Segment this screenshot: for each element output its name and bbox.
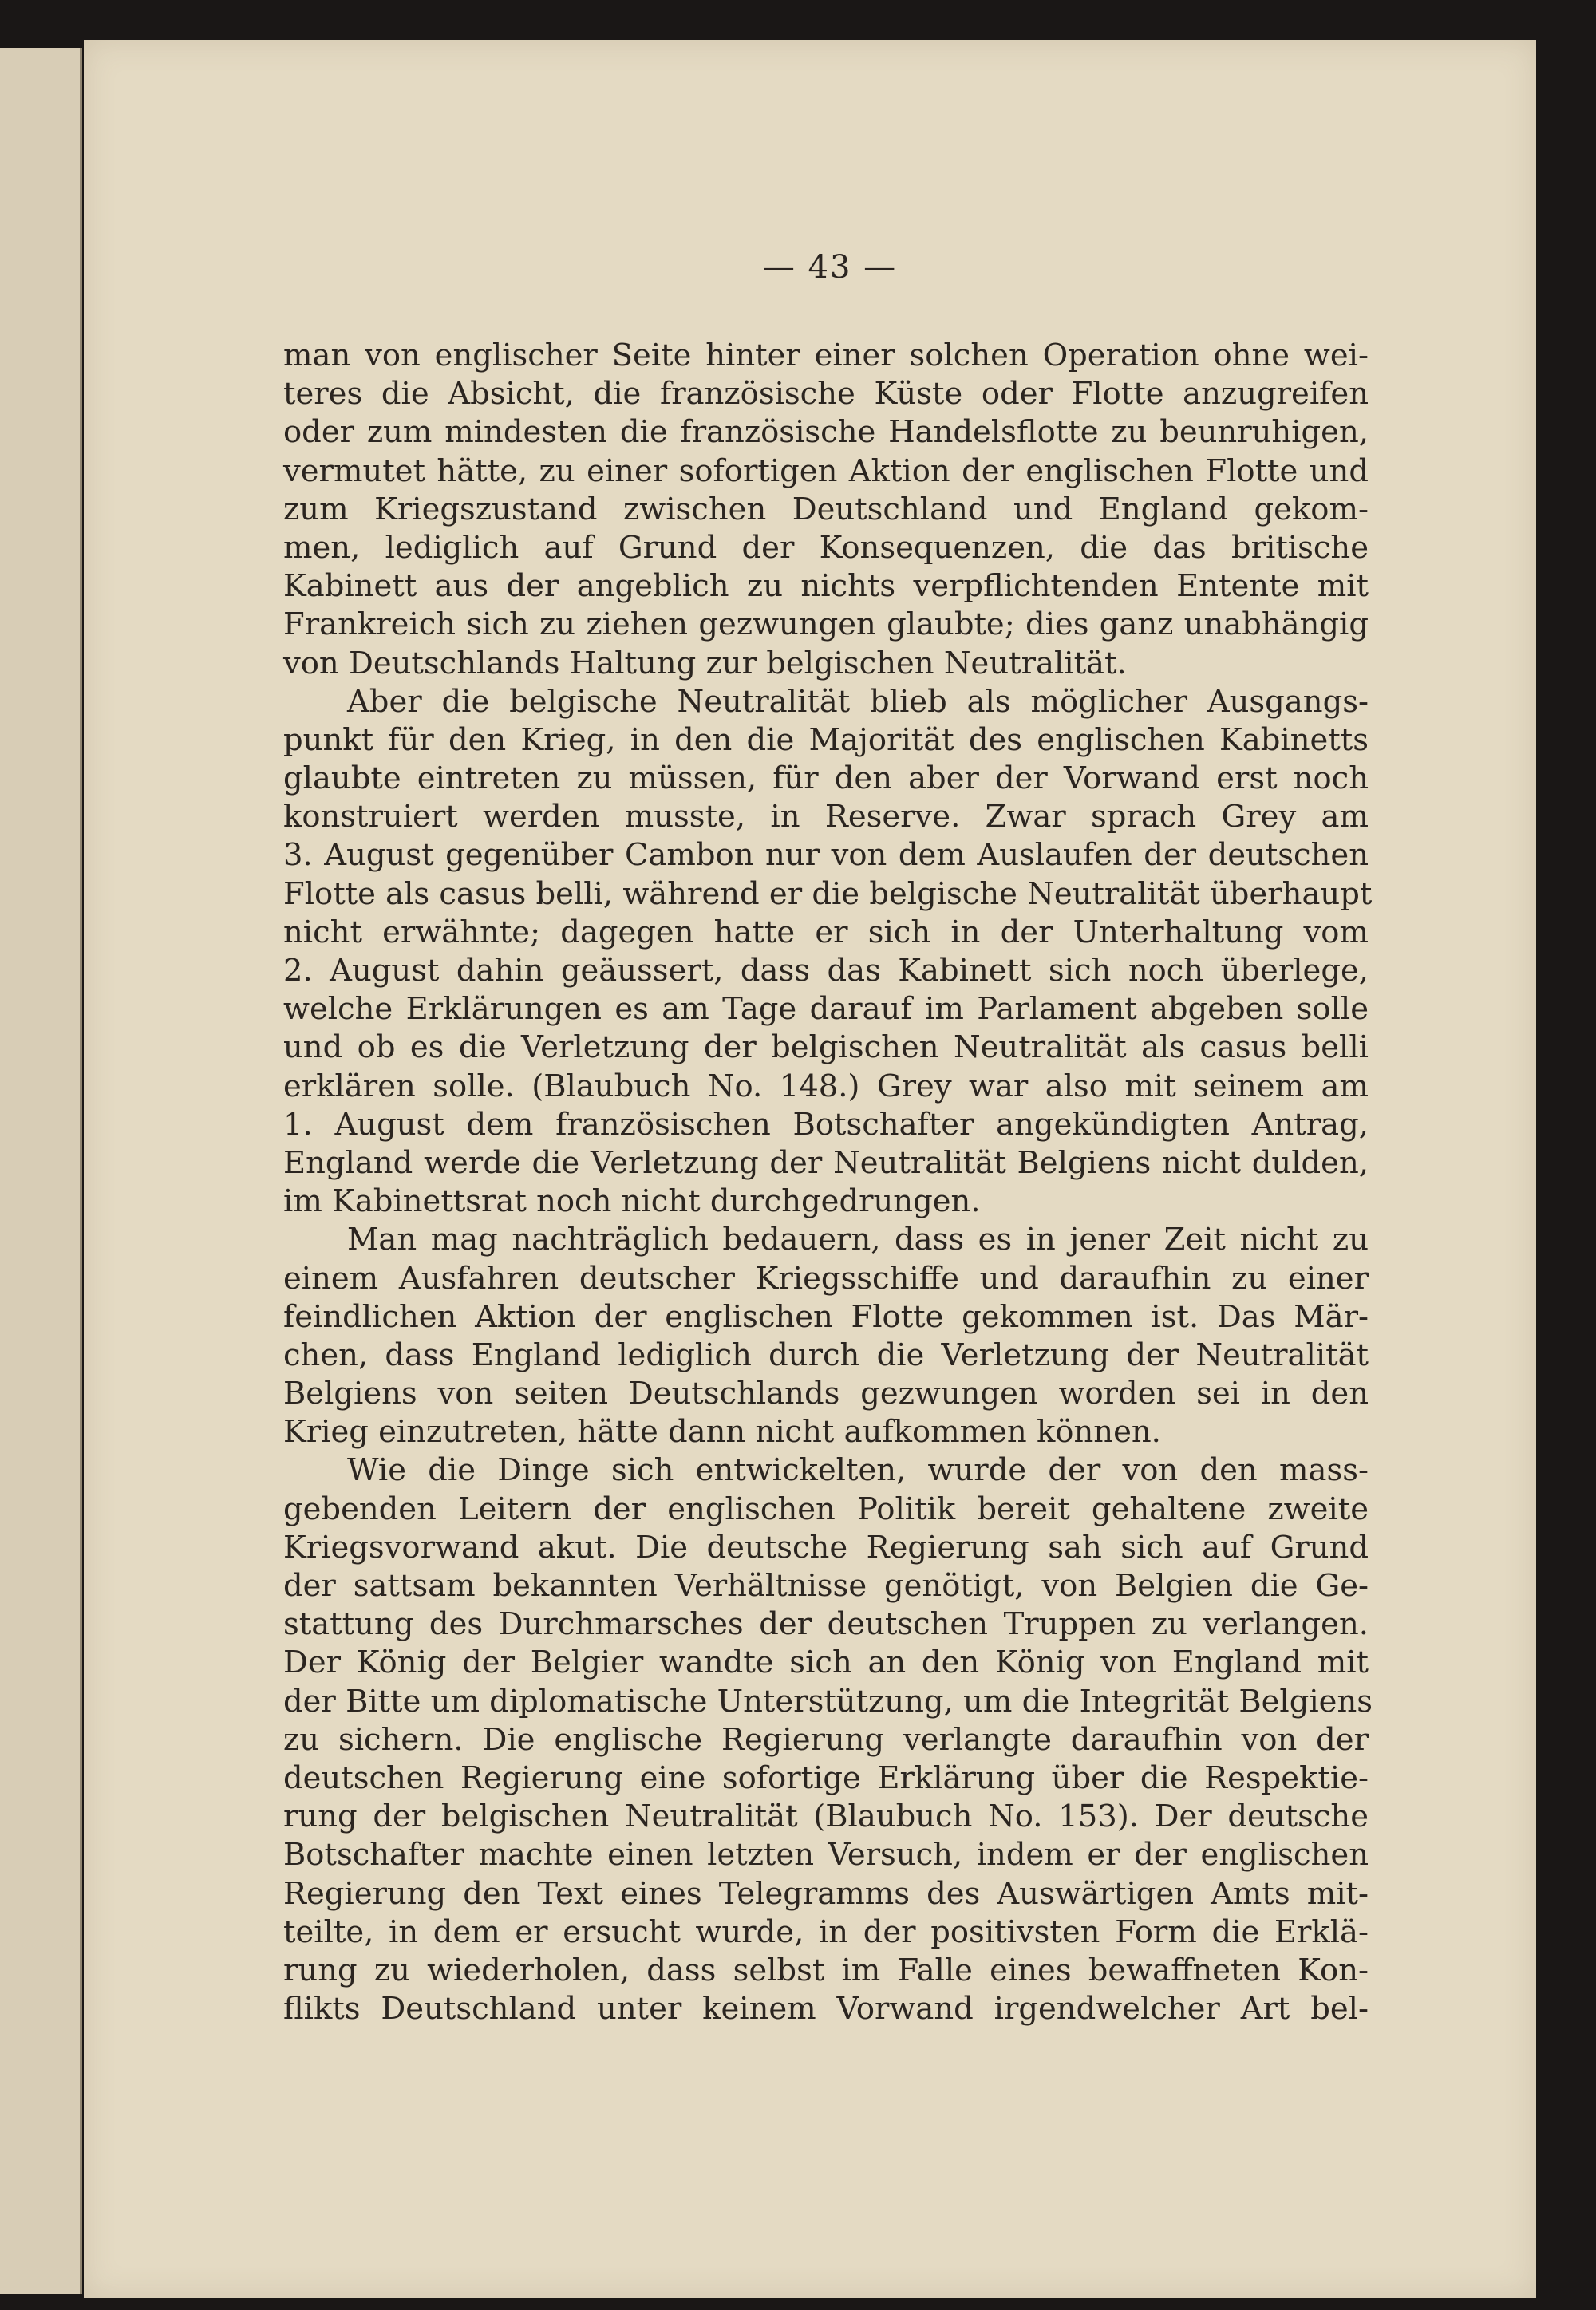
text-line: gebenden Leitern der englischen Politik bereit gehaltene zweite: [283, 1491, 1369, 1527]
text-line: flikts Deutschland unter keinem Vorwand irgendwelcher Art bel-: [283, 1991, 1369, 2028]
text-line: teres die Absicht, die französische Küste oder Flotte anzugreifen: [283, 376, 1369, 413]
text-line: der sattsam bekannten Verhältnisse genötigt, von Belgien die Ge-: [283, 1568, 1369, 1604]
text-line: rung zu wiederholen, dass selbst im Falle eines bewaffneten Kon-: [283, 1952, 1369, 1988]
facing-page-edge: [0, 48, 82, 2294]
text-line: Aber die belgische Neutralität blieb als möglicher Ausgangs-: [347, 683, 1369, 720]
text-line: Flotte als casus belli, während er die belgische Neutralität überhaupt: [283, 875, 1373, 912]
text-line: 3. August gegenüber Cambon nur von dem Auslaufen der deutschen: [283, 837, 1369, 874]
body-text: [283, 337, 1373, 2028]
text-line: rung der belgischen Neutralität (Blaubuch No. 153). Der deutsche: [283, 1799, 1369, 1835]
text-line: 2. August dahin geäussert, dass das Kabinett sich noch überlege,: [283, 953, 1369, 989]
text-line: zu sichern. Die englische Regierung verlangte daraufhin von der: [283, 1721, 1369, 1758]
text-line: Botschafter machte einen letzten Versuch, indem er der englischen: [283, 1837, 1369, 1874]
text-line: 1. August dem französischen Botschafter angekündigten Antrag,: [283, 1106, 1369, 1143]
text-line: England werde die Verletzung der Neutralität Belgiens nicht dulden,: [283, 1144, 1369, 1181]
text-line: Krieg einzutreten, hätte dann nicht aufkommen können.: [283, 1414, 1161, 1451]
text-line: feindlichen Aktion der englischen Flotte gekommen ist. Das Mär-: [283, 1298, 1369, 1335]
text-line: von Deutschlands Haltung zur belgischen Neutralität.: [283, 645, 1127, 681]
text-line: welche Erklärungen es am Tage darauf im Parlament abgeben solle: [283, 991, 1369, 1028]
text-line: Kriegsvorwand akut. Die deutsche Regierung sah sich auf Grund: [283, 1529, 1369, 1566]
text-line: zum Kriegszustand zwischen Deutschland und England gekom-: [283, 491, 1369, 527]
text-line: Wie die Dinge sich entwickelten, wurde der von den mass-: [347, 1452, 1369, 1489]
text-line: und ob es die Verletzung der belgischen Neutralität als casus belli: [283, 1029, 1369, 1066]
text-line: men, lediglich auf Grund der Konsequenzen, die das britische: [283, 529, 1369, 566]
text-line: deutschen Regierung eine sofortige Erklärung über die Respektie-: [283, 1759, 1369, 1796]
text-line: Regierung den Text eines Telegramms des Auswärtigen Amts mit-: [283, 1875, 1369, 1912]
page-number: — 43 —: [762, 249, 898, 286]
text-line: konstruiert werden musste, in Reserve. Zwar sprach Grey am: [283, 799, 1369, 835]
text-line: Kabinett aus der angeblich zu nichts verpflichtenden Entente mit: [283, 568, 1369, 605]
text-line: Belgiens von seiten Deutschlands gezwungen worden sei in den: [283, 1376, 1369, 1412]
text-line: Man mag nachträglich bedauern, dass es in jener Zeit nicht zu: [347, 1222, 1369, 1258]
text-line: stattung des Durchmarsches der deutschen Truppen zu verlangen.: [283, 1606, 1369, 1643]
text-line: Frankreich sich zu ziehen gezwungen glaubte; dies ganz unabhängig: [283, 606, 1369, 643]
text-line: Der König der Belgier wandte sich an den König von England mit: [283, 1645, 1369, 1681]
text-line: einem Ausfahren deutscher Kriegsschiffe und daraufhin zu einer: [283, 1260, 1369, 1297]
text-line: im Kabinettsrat noch nicht durchgedrungen.: [283, 1183, 981, 1220]
text-line: oder zum mindesten die französische Handelsflotte zu beunruhigen,: [283, 414, 1369, 451]
book-page: [84, 40, 1536, 2298]
text-line: vermutet hätte, zu einer sofortigen Aktion der englischen Flotte und: [283, 452, 1369, 489]
text-line: chen, dass England lediglich durch die Verletzung der Neutralität: [283, 1337, 1369, 1373]
text-line: glaubte eintreten zu müssen, für den aber der Vorwand erst noch: [283, 760, 1369, 797]
text-line: man von englischer Seite hinter einer solchen Operation ohne wei-: [283, 338, 1369, 373]
text-line: der Bitte um diplomatische Unterstützung, um die Integrität Belgiens: [283, 1683, 1373, 1720]
text-line: nicht erwähnte; dagegen hatte er sich in der Unterhaltung vom: [283, 914, 1369, 950]
text-line: erklären solle. (Blaubuch No. 148.) Grey war also mit seinem am: [283, 1068, 1369, 1104]
text-line: punkt für den Krieg, in den die Majorität des englischen Kabinetts: [283, 721, 1369, 758]
text-line: teilte, in dem er ersucht wurde, in der positivsten Form die Erklä-: [283, 1913, 1369, 1950]
